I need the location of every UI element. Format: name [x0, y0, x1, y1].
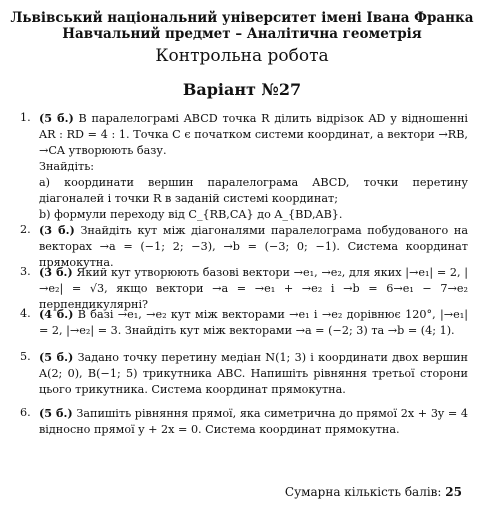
- task-number: 3.: [20, 265, 31, 278]
- task-points: (3 б.): [39, 223, 75, 237]
- task-subitem-a: а) координати вершин паралелограма ABCD, точки перетину діагоналей і точки R в заданій системі координат;: [39, 176, 468, 205]
- task-points: (3 б.): [39, 265, 73, 279]
- task-points: (5 б.): [39, 350, 74, 364]
- task-number: 5.: [20, 350, 31, 363]
- task-subitem-b: b) формули переходу від C_{RB,CA} до A_{BD,AB}.: [39, 208, 343, 221]
- task-4: [20, 306, 468, 339]
- task-text: Знайдіть кут між діагоналями паралелограма побудованого на векторах →a = (−1; 2; −3), →b = (−3; 0; −1). Система координат прямокутна.: [39, 224, 469, 269]
- page-title: Контрольна робота: [155, 46, 329, 66]
- total-points: [285, 485, 462, 499]
- total-points-value: 25: [445, 485, 462, 499]
- task-text: Який кут утворюють базові вектори →e₁, →e₂, для яких |→e₁| = 2, |→e₂| = √3, якщо вектори →a = →e₁ + →e₂ і →b = 6→e₁ − 7→e₂ перпендикулярні?: [39, 266, 468, 311]
- task-text: В паралелограмі ABCD точка R ділить відрізок AD у відношенні AR : RD = 4 : 1. Точка C є початком системи координат, а вектори →RB, →CA утворюють базу.: [39, 112, 468, 157]
- task-number: 2.: [20, 223, 31, 236]
- task-text: Запишіть рівняння прямої, яка симетрична до прямої 2x + 3y = 4 відносно прямої y + 2x = 0. Система координат прямокутна.: [39, 407, 469, 436]
- task-text: В базі →e₁, →e₂ кут між векторами →e₁ і →e₂ дорівнює 120°, |→e₁| = 2, |→e₂| = 3. Знайдіть кут між векторами →a = (−2; 3) та →b = (4; 1).: [39, 308, 468, 337]
- task-6: [20, 405, 468, 438]
- course-name: Навчальний предмет – Аналітична геометрія: [62, 26, 422, 42]
- task-number: 6.: [20, 406, 31, 419]
- total-points-label: Сумарна кількість балів:: [284, 485, 442, 499]
- variant-label: Варіант №27: [182, 80, 302, 99]
- task-find-label: Знайдіть:: [39, 160, 95, 173]
- university-name: Львівський національний університет імені Івана Франка: [10, 10, 474, 26]
- task-number: 1.: [20, 111, 31, 124]
- task-number: 4.: [20, 307, 31, 320]
- task-points: (5 б.): [39, 406, 73, 420]
- task-points: (4 б.): [39, 307, 74, 321]
- task-text: Задано точку перетину медіан N(1; 3) і координати двох вершин A(2; 0), B(−1; 5) трикутника ABC. Напишіть рівняння третьої сторони цього трикутника. Система координат прямокутна.: [39, 351, 468, 396]
- task-5: [20, 349, 468, 398]
- task-1: [20, 110, 468, 223]
- task-points: (5 б.): [39, 111, 74, 125]
